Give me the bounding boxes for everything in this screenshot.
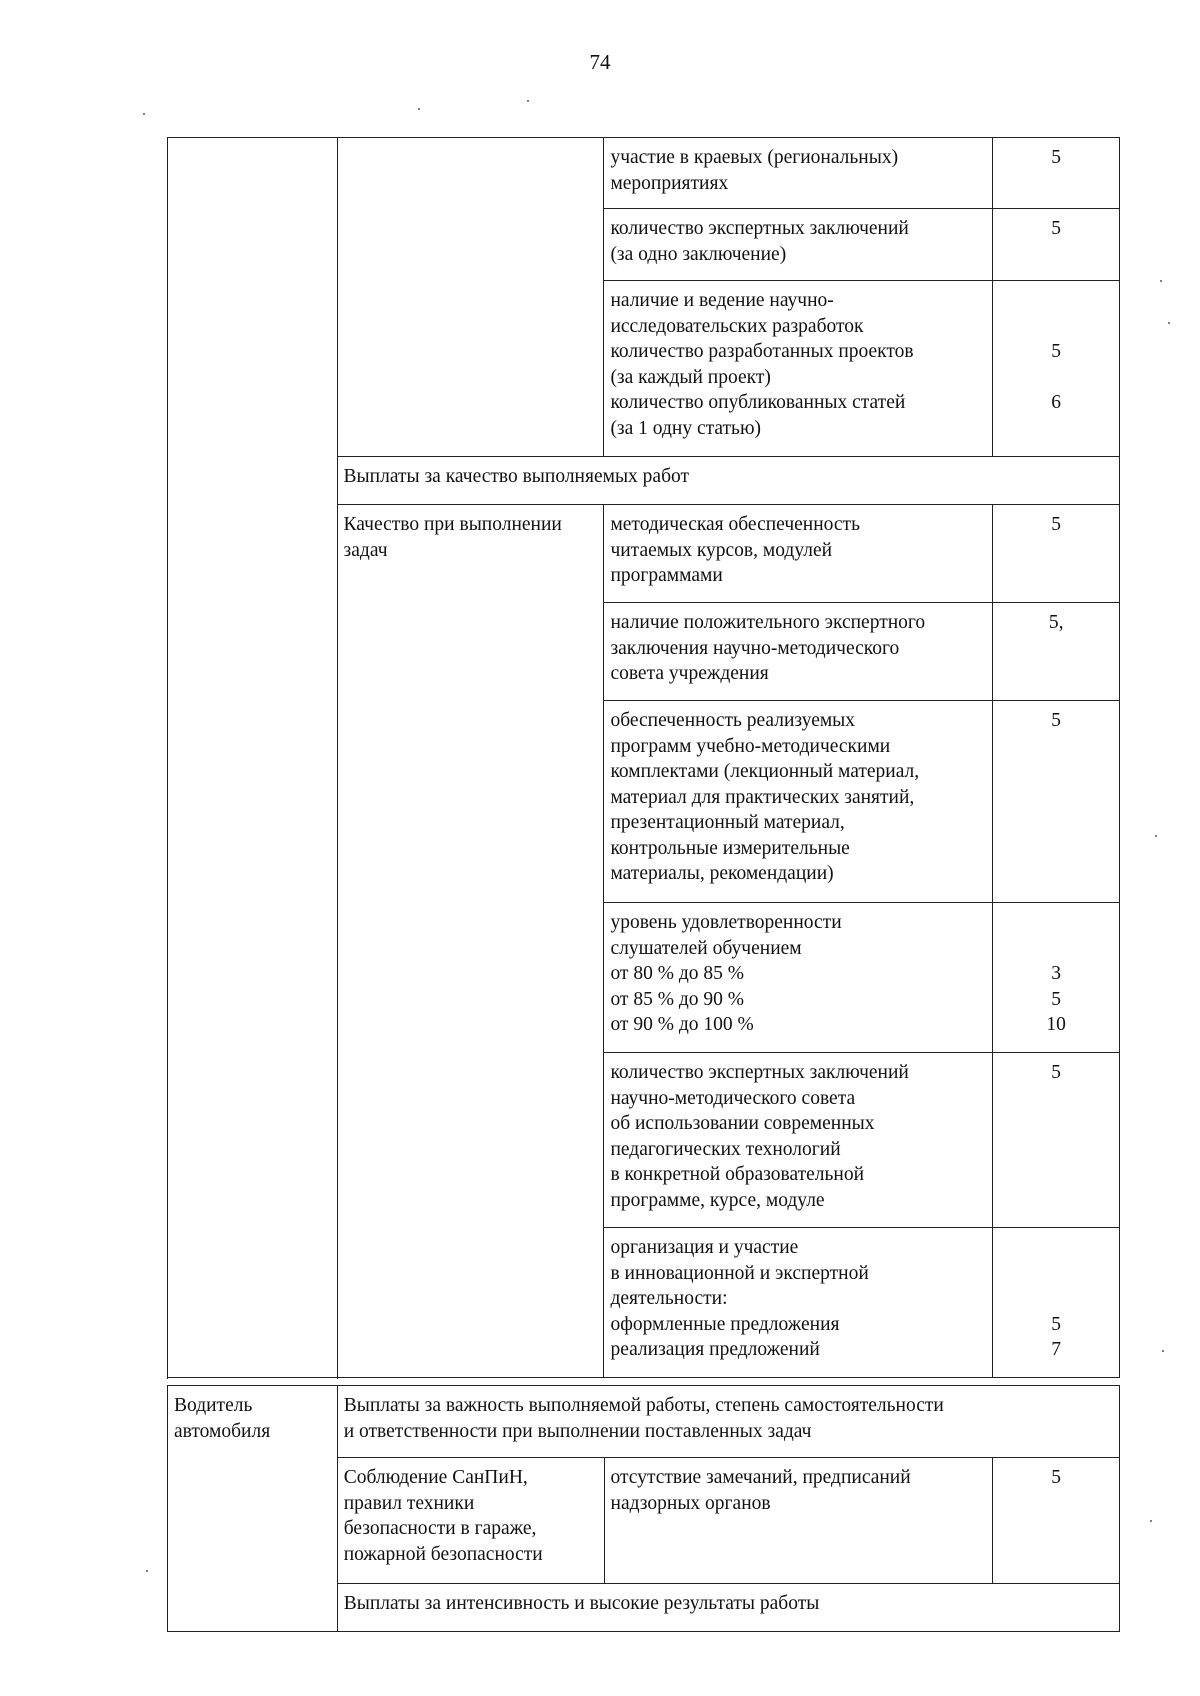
points-cell: 5 [993,1458,1120,1584]
scan-speck [1160,280,1162,282]
position-cell-driver: Водитель автомобиля [168,1386,338,1632]
scan-speck [1168,322,1170,324]
scan-speck [146,1570,148,1572]
points-cell: 5 [993,505,1120,603]
indicator-cell: Качество при выполнении задач [337,505,604,1378]
criterion-cell: отсутствие замечаний, предписаний надзорных органов [604,1458,993,1584]
points-cell: 3 5 10 [993,903,1120,1053]
criterion-cell: количество экспертных заключений (за одно заключение) [604,209,993,281]
criterion-cell: наличие положительного экспертного заключения научно-методического совета учреждения [604,603,993,701]
page-number: 74 [589,50,611,74]
criterion-cell: методическая обеспеченность читаемых курсов, модулей программами [604,505,993,603]
criterion-cell: организация и участие в инновационной и экспертной деятельности: оформленные предложения реализация предложений [604,1228,993,1378]
section-header-quality: Выплаты за качество выполняемых работ [337,457,1119,505]
points-cell: 5, [993,603,1120,701]
scan-speck [1162,1350,1164,1352]
section-header-intensity: Выплаты за интенсивность и высокие результаты работы [337,1584,1119,1632]
driver-table [167,1385,1120,1632]
table-row [168,138,1120,209]
points-cell: 5 [993,138,1120,209]
scan-speck [418,108,420,110]
criterion-cell: наличие и ведение научно- исследовательских разработок количество разработанных проектов (за каждый проект) количество опубликованных статей (за 1 одну статью) [604,281,993,457]
scan-speck [143,113,145,115]
criterion-cell: уровень удовлетворенности слушателей обучением от 80 % до 85 % от 85 % до 90 % от 90 % до 100 % [604,903,993,1053]
criterion-cell: обеспеченность реализуемых программ учебно-методическими комплектами (лекционный материал, материал для практических занятий, презентационный материал, контрольные измерительные материалы, рекомендации) [604,701,993,903]
scan-speck [527,100,529,102]
points-cell: 5 [993,701,1120,903]
criterion-cell: участие в краевых (региональных) мероприятиях [604,138,993,209]
points-cell: 5 6 [993,281,1120,457]
position-cell-empty [168,138,338,1378]
indicator-cell: Соблюдение СанПиН, правил техники безопасности в гараже, пожарной безопасности [337,1458,604,1584]
scan-speck [1155,835,1157,837]
points-cell: 5 7 [993,1228,1120,1378]
points-cell: 5 [993,209,1120,281]
payments-criteria-table [167,137,1120,1378]
points-cell: 5 [993,1053,1120,1228]
scan-speck [1150,1520,1152,1522]
section-header-importance: Выплаты за важность выполняемой работы, степень самостоятельности и ответственности при выполнении поставленных задач [337,1386,1119,1458]
criterion-cell: количество экспертных заключений научно-методического совета об использовании современных педагогических технологий в конкретной образовательной программе, курсе, модуле [604,1053,993,1228]
indicator-cell-empty [337,138,604,457]
table-row [168,1386,1120,1458]
